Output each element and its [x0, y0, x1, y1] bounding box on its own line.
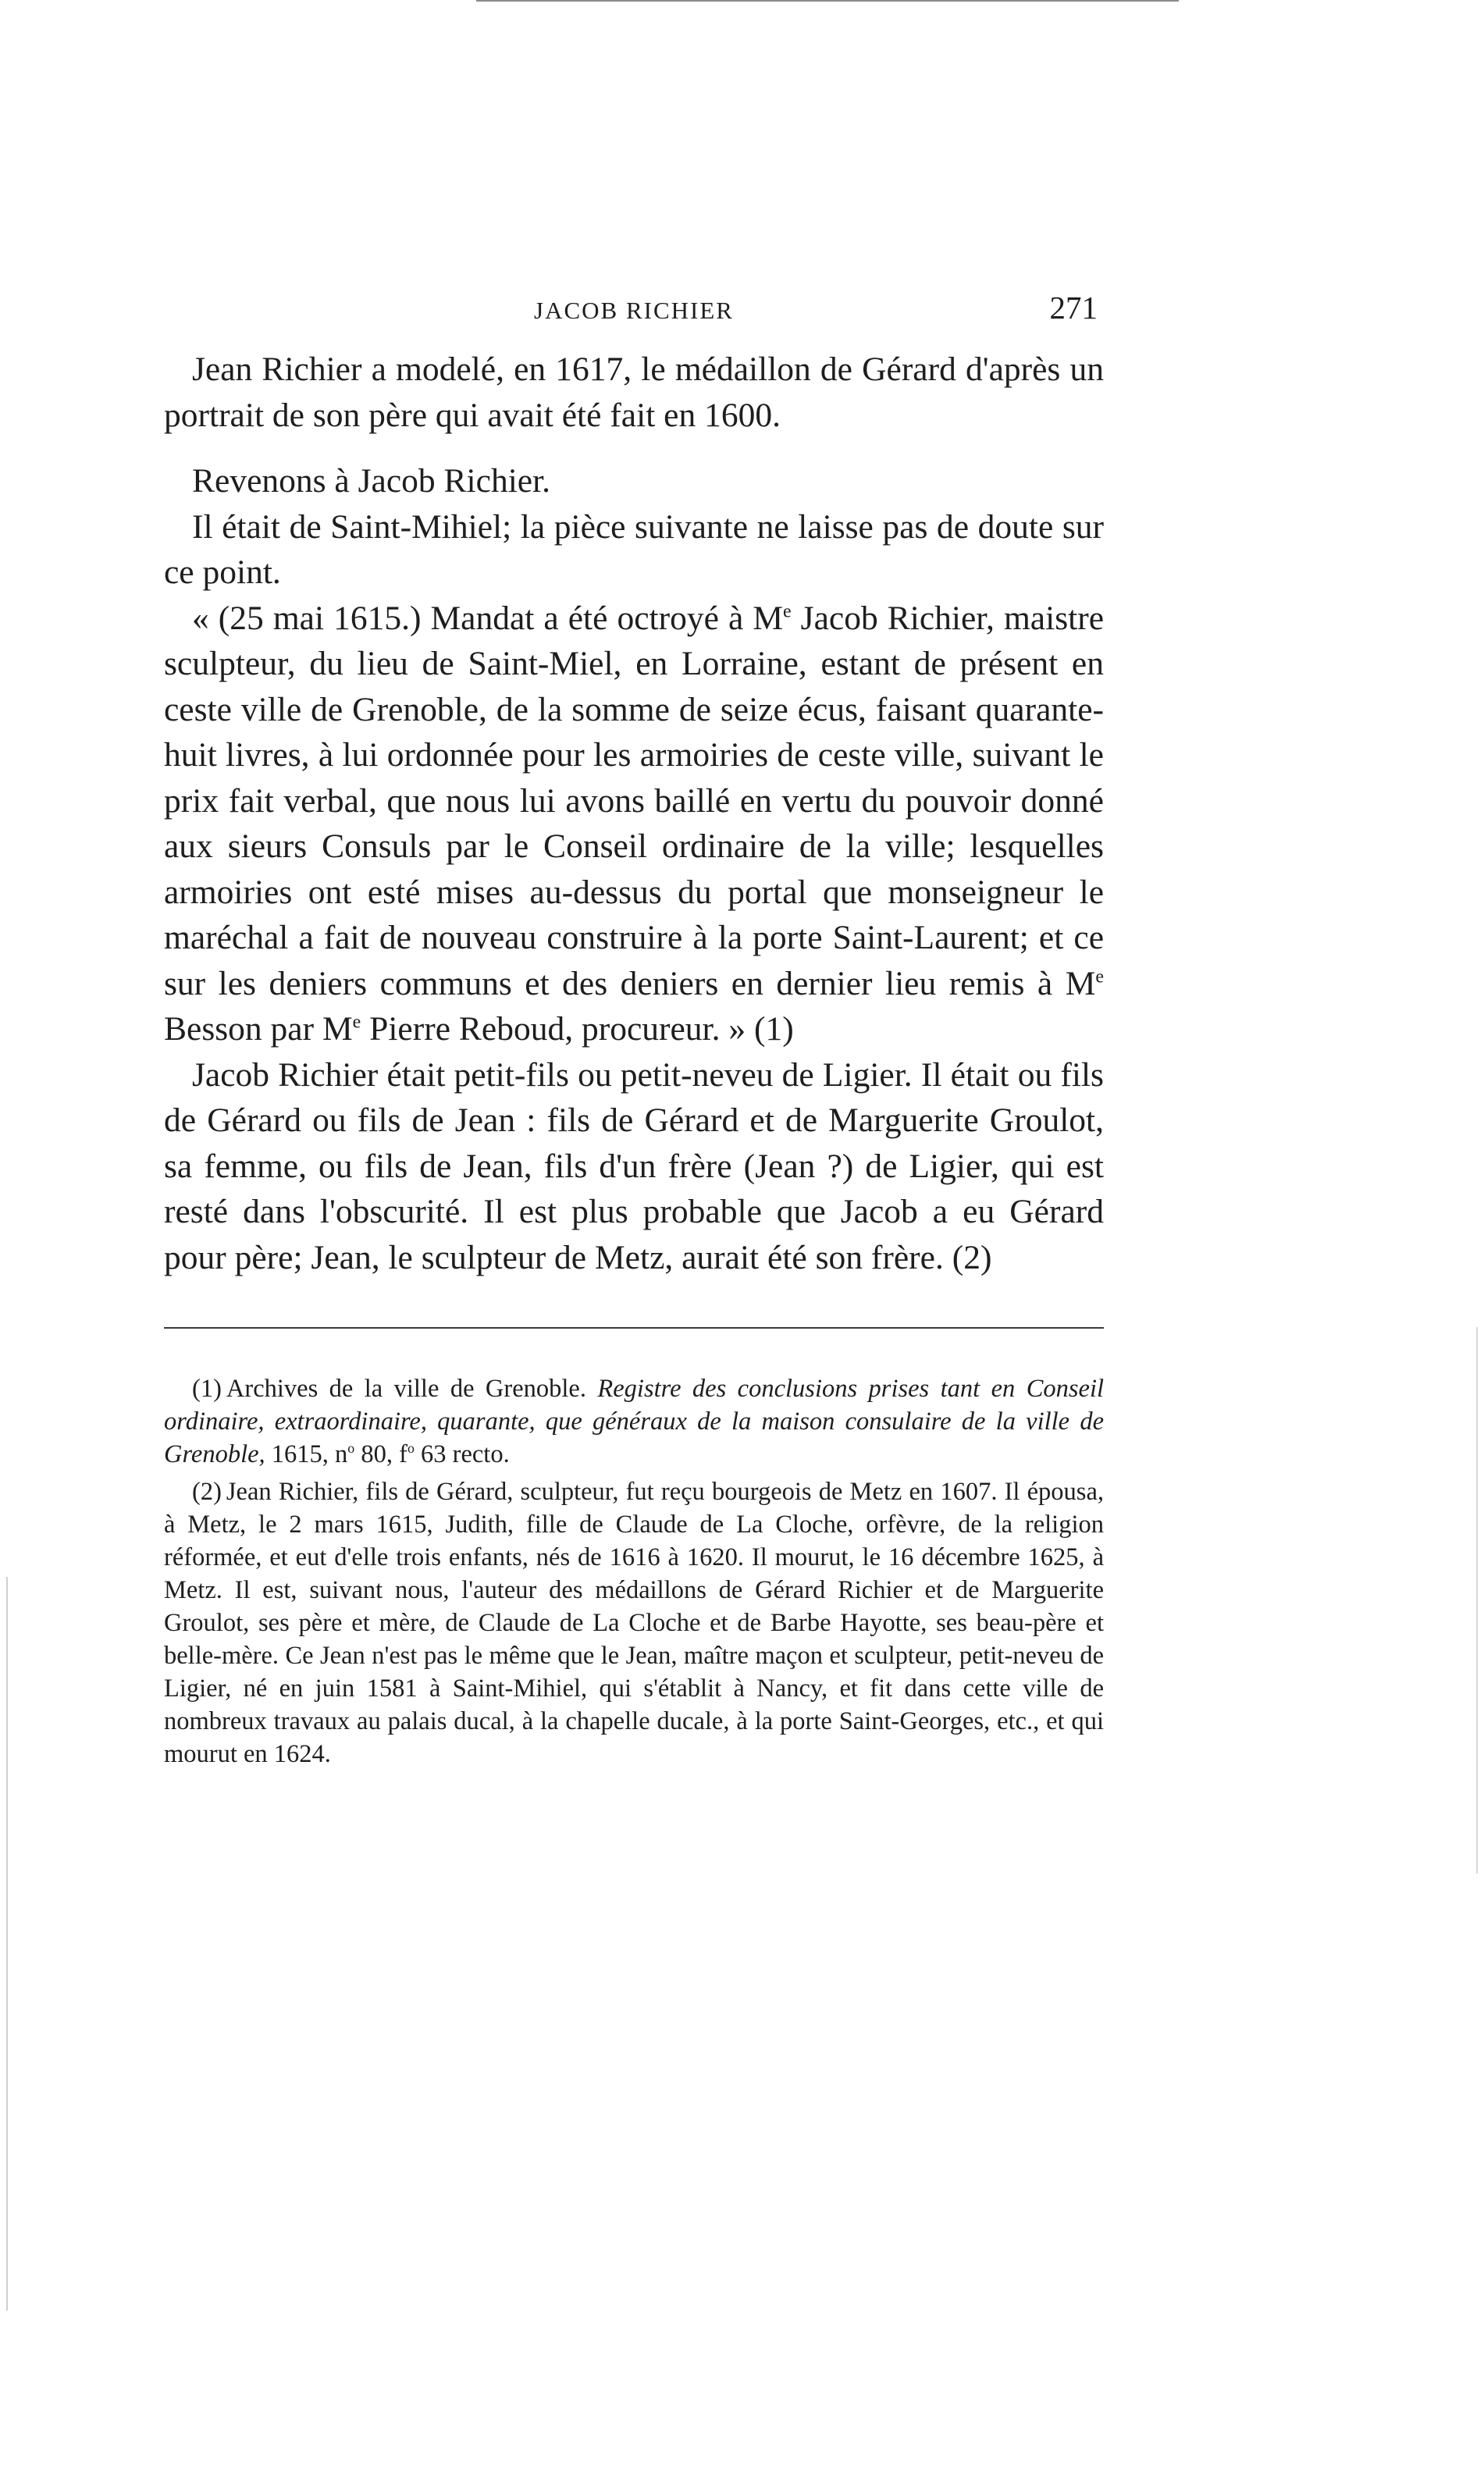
- paragraph-genealogy: Jacob Richier était petit-fils ou petit-neveu de Ligier. Il était ou fils de Gérard ou fils de Jean : fils de Gérard et de Marguerite Groulot, sa femme, ou fils de Jean, fils d'un frère (Jean ?) de Ligier, qui est resté dans l'obscurité. Il est plus probable que Jacob a eu Gérard pour père; Jean, le sculpteur de Metz, aurait été son frère. (2): [164, 1055, 1104, 1276]
- footnote-1-tail: 1615, n: [271, 1440, 348, 1468]
- scan-left-edge: [6, 1577, 8, 2311]
- footnote-1-title: Registre des conclusions prises tant en Conseil ordinaire, extraordinaire, quarante, que généraux de la maison consulaire de la ville de Grenoble,: [164, 1375, 1105, 1468]
- footnote-1-tail-2: 80, f: [354, 1440, 407, 1468]
- footnote-2: [164, 1475, 1104, 1770]
- quote-sup-2: e: [1095, 966, 1104, 987]
- footnote-1-number: (1): [192, 1375, 222, 1403]
- footnotes: [164, 1372, 1104, 1770]
- footnote-1-sup-fo: o: [407, 1440, 415, 1457]
- quote-part-1: « (25 mai 1615.) Mandat a été octroyé à M: [192, 599, 783, 637]
- book-page: [164, 289, 1104, 1775]
- quote-part-4: Pierre Reboud, procureur. » (1): [361, 1010, 794, 1048]
- paragraph-mandate-quote: [164, 596, 1104, 1052]
- footnote-1-tail-3: 63 recto.: [414, 1440, 510, 1468]
- quote-part-2: Jacob Richier, maistre sculpteur, du lieu de Saint-Miel, en Lorraine, estant de présent en ceste ville de Grenoble, de la somme de seize écus, faisant quarante-huit livres, à lui ordonnée pour les armoiries de ceste ville, suivant le prix fait verbal, que nous lui avons baillé en vertu du pouvoir donné aux sieurs Consuls par le Conseil ordinaire de la ville; lesquelles armoiries ont esté mises au-dessus du portal que monseigneur le maréchal a fait de nouveau construire à la porte Saint-Laurent; et ce sur les deniers communs et des deniers en dernier lieu remis à M: [164, 599, 1104, 1002]
- footnote-1-sup-no: o: [347, 1440, 355, 1457]
- footnote-rule: [164, 1327, 1104, 1329]
- body-text: [164, 347, 1104, 1280]
- quote-sup-1: e: [783, 601, 792, 621]
- quote-part-3: Besson par M: [164, 1010, 353, 1048]
- quote-sup-3: e: [352, 1012, 361, 1033]
- footnote-2-text: Jean Richier, fils de Gérard, sculpteur, fut reçu bourgeois de Metz en 1607. Il épousa, à Metz, le 2 mars 1615, Judith, fille de Claude de La Cloche, orfèvre, de la religion réformée, et eut d'elle trois enfants, nés de 1616 à 1620. Il mourut, le 16 décembre 1625, à Metz. Il est, suivant nous, l'auteur des médaillons de Gérard Richier et de Marguerite Groulot, ses père et mère, de Claude de La Cloche et de Barbe Hayotte, ses beau-père et belle-mère. Ce Jean n'est pas le même que le Jean, maître maçon et sculpteur, petit-neveu de Ligier, né en juin 1581 à Saint-Mihiel, qui s'établit à Nancy, et fit dans cette ville de nombreux travaux au palais ducal, à la chapelle ducale, à la porte Saint-Georges, etc., et qui mourut en 1624.: [164, 1478, 1104, 1768]
- scan-top-rule: [476, 0, 1179, 2]
- footnote-1-lead: Archives de la ville de Grenoble.: [226, 1375, 586, 1403]
- paragraph-revenons: Revenons à Jacob Richier.: [192, 462, 551, 500]
- paragraph-saint-mihiel: Il était de Saint-Mihiel; la pièce suivante ne laisse pas de doute sur ce point.: [164, 507, 1104, 591]
- running-head: [164, 289, 1104, 347]
- footnote-1: [164, 1372, 1104, 1471]
- footnote-2-number: (2): [192, 1478, 222, 1506]
- running-title: JACOB RICHIER: [534, 297, 734, 324]
- paragraph-medallion: Jean Richier a modelé, en 1617, le médaillon de Gérard d'après un portrait de son père qui avait été fait en 1600.: [164, 351, 1104, 434]
- scan-right-edge: [1476, 1327, 1478, 1874]
- page-number: 271: [1049, 290, 1098, 326]
